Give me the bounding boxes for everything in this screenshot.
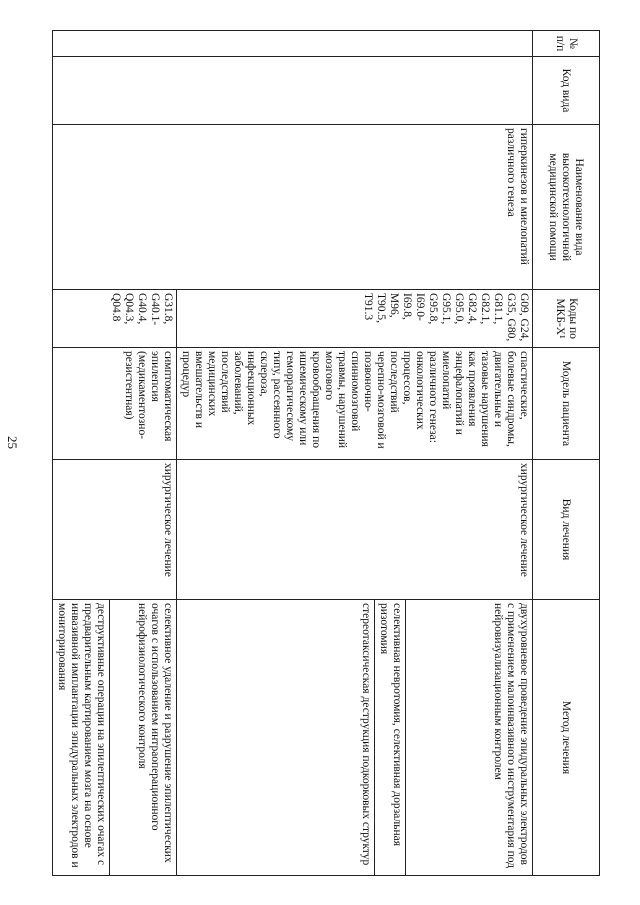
cell-icd: G09, G24, G35, G80, G81.1, G82.1, G82.4, G95.0, G95.1, G95.8, I69.0-I69.8, M96, T90.5, T91.3 [177, 290, 533, 348]
header-row [533, 31, 600, 876]
method-item: двухуровневое проведение эпидуральных электродов с применением малоинвазивного инструментария под нейровизуализационным контролем [405, 600, 532, 875]
header-model: Модель пациента [533, 348, 600, 460]
header-type: Вид лечения [533, 460, 600, 600]
page-number: 25 [5, 436, 20, 449]
method-item: стереотаксическая деструкция подкорковых структур [360, 603, 372, 866]
cell-methods [177, 600, 533, 876]
cell-num [53, 31, 533, 57]
method-item: селективная невротомия, селективная дорзальная ризотомия [374, 600, 405, 875]
treatment-table [52, 30, 600, 876]
header-method: Метод лечения [533, 600, 600, 876]
rotated-table-wrapper [55, 30, 600, 875]
header-name: Наименование вида высокотехнологичной медицинской помощи [533, 125, 600, 290]
cell-name: гиперкинезов и миелопатий различного генеза [53, 125, 533, 290]
cell-methods [53, 600, 177, 876]
method-item: селективное удаление и разрушение эпилептических очагов с использованием интраоперационного нейрофизиологического контроля [109, 600, 176, 875]
header-icd: Коды по МКБ-X¹ [533, 290, 600, 348]
cell-type: хирургическое лечение [53, 460, 177, 600]
cell-model: симптоматическая эпилепсия (медикаментозно-резистентная) [53, 348, 177, 460]
cell-code [53, 57, 533, 125]
cell-icd: G31.8, G40.1-G40.4, Q04.3, Q04.8 [53, 290, 177, 348]
method-item: деструктивные операции на эпилептических очагах с предварительным картированием мозга на основе инвазивной имплантации эпидуральных электродов и мониторирования [56, 603, 107, 868]
header-num: № п/п [533, 31, 600, 57]
header-code: Код вида [533, 57, 600, 125]
cell-model: спастические, болевые синдромы, двигательные и тазовые нарушения как проявления энцефалопатий и миелопатий различного генеза: онкологических процессов, последствий черепно-мозговой и позвоночно-спинномозговой травмы, нарушений мозгового кровообращения по ишемическому или геморрагическому типу, рассеянного склероза, инфекционных заболеваний, последствий медицинских вмешательств и процедур [177, 348, 533, 460]
cell-type: хирургическое лечение [177, 460, 533, 600]
table-row [177, 31, 533, 876]
